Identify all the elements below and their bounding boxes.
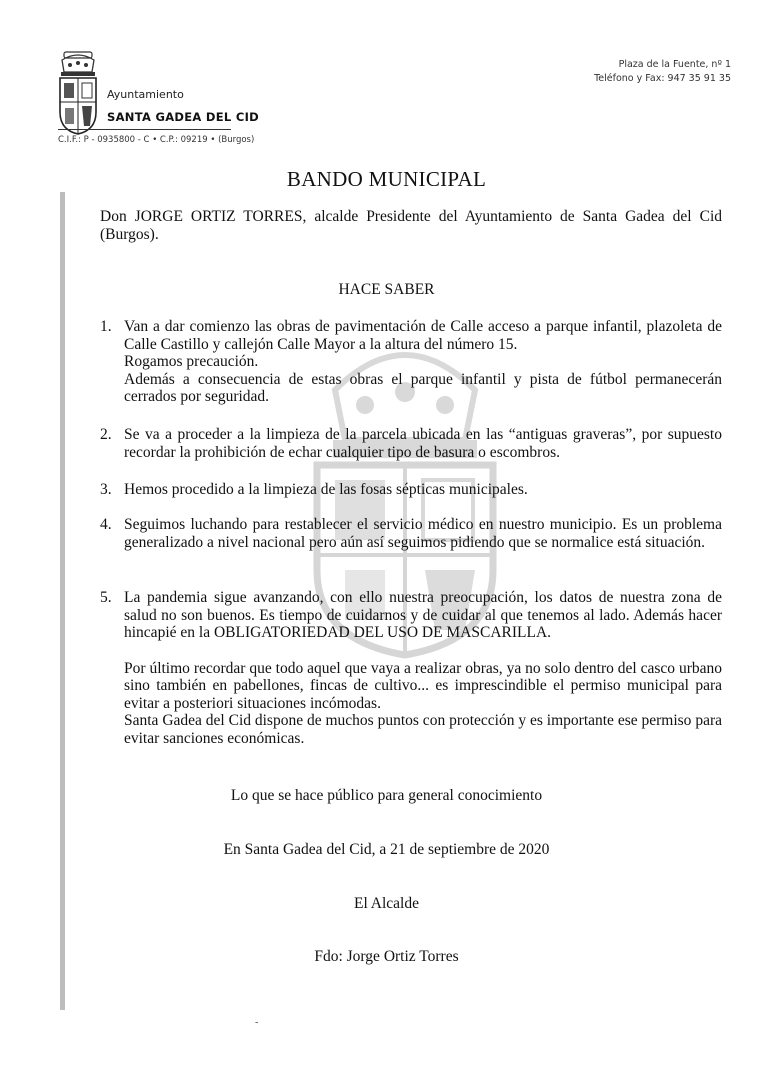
item-text: Además a consecuencia de estas obras el parque infantil y pista de fútbol permanecerán cerrados por seguridad. bbox=[124, 370, 722, 405]
item-number: 4. bbox=[100, 516, 112, 533]
item-text: La pandemia sigue avanzando, con ello nuestra preocupación, los datos de nuestra zona de salud no son buenos. Es tiempo de cuidarnos y de cuidar al que tenemos al lado. Además hacer hincapié en la OBLIGATORIEDAD DEL USO DE MASCARILLA. bbox=[124, 589, 722, 641]
closing-line: Lo que se hace público para general conocimiento bbox=[230, 787, 543, 804]
item-text: Rogamos precaución. bbox=[124, 353, 259, 370]
contact-address: Plaza de la Fuente, nº 1 bbox=[618, 59, 731, 70]
item-text: Se va a proceder a la limpieza de la parcela ubicada en las “antiguas graveras”, por supuesto recordar la prohibición de echar cualquier tipo de basura o escombros. bbox=[124, 426, 722, 461]
list-item bbox=[100, 318, 722, 406]
list-item bbox=[100, 426, 722, 461]
org-ids: C.I.F.: P - 0935800 - C • C.P.: 09219 • (Burgos) bbox=[58, 135, 255, 145]
intro-paragraph: Don JORGE ORTIZ TORRES, alcalde Presidente del Ayuntamiento de Santa Gadea del Cid (Burgos). bbox=[100, 208, 722, 243]
org-name: SANTA GADEA DEL CID bbox=[107, 110, 260, 124]
margin-bar bbox=[60, 192, 65, 1010]
item-text: Van a dar comienzo las obras de pavimentación de Calle acceso a parque infantil, plazoleta de Calle Castillo y callejón Calle Mayor a la altura del número 15. bbox=[124, 318, 722, 353]
place-date: En Santa Gadea del Cid, a 21 de septiembre de 2020 bbox=[223, 841, 550, 858]
signer-title: El Alcalde bbox=[354, 895, 419, 912]
item-number: 1. bbox=[100, 318, 112, 335]
header-divider bbox=[58, 129, 231, 130]
document-title: BANDO MUNICIPAL bbox=[286, 167, 487, 191]
item-text: Santa Gadea del Cid dispone de muchos puntos con protección y es importante ese permiso para evitar sanciones económicas. bbox=[124, 712, 722, 747]
item-number: 3. bbox=[100, 481, 112, 498]
item-text: Por último recordar que todo aquel que vaya a realizar obras, ya no solo dentro del casco urbano sino también en pabellones, fincas de cultivo... es imprescindible el permiso municipal para evitar a posteriori situaciones incómodas. bbox=[124, 659, 722, 712]
item-number: 5. bbox=[100, 589, 112, 606]
list-item bbox=[100, 589, 722, 747]
item-text: Hemos procedido a la limpieza de las fosas sépticas municipales. bbox=[124, 481, 528, 498]
item-text: Seguimos luchando para restablecer el servicio médico en nuestro municipio. Es un problema generalizado a nivel nacional pero aún así seguimos pidiendo que se normalice está situación. bbox=[124, 516, 722, 551]
list-item bbox=[100, 481, 722, 499]
org-label: Ayuntamiento bbox=[107, 88, 184, 101]
contact-block bbox=[594, 58, 731, 86]
contact-phone: Teléfono y Fax: 947 35 91 35 bbox=[594, 73, 731, 84]
item-number: 2. bbox=[100, 426, 112, 443]
announce-heading: HACE SABER bbox=[338, 281, 435, 298]
margin-mark: - bbox=[255, 1017, 259, 1028]
list-item bbox=[100, 516, 722, 551]
signature-line: Fdo: Jorge Ortiz Torres bbox=[314, 948, 459, 965]
coat-of-arms-icon bbox=[56, 50, 100, 136]
